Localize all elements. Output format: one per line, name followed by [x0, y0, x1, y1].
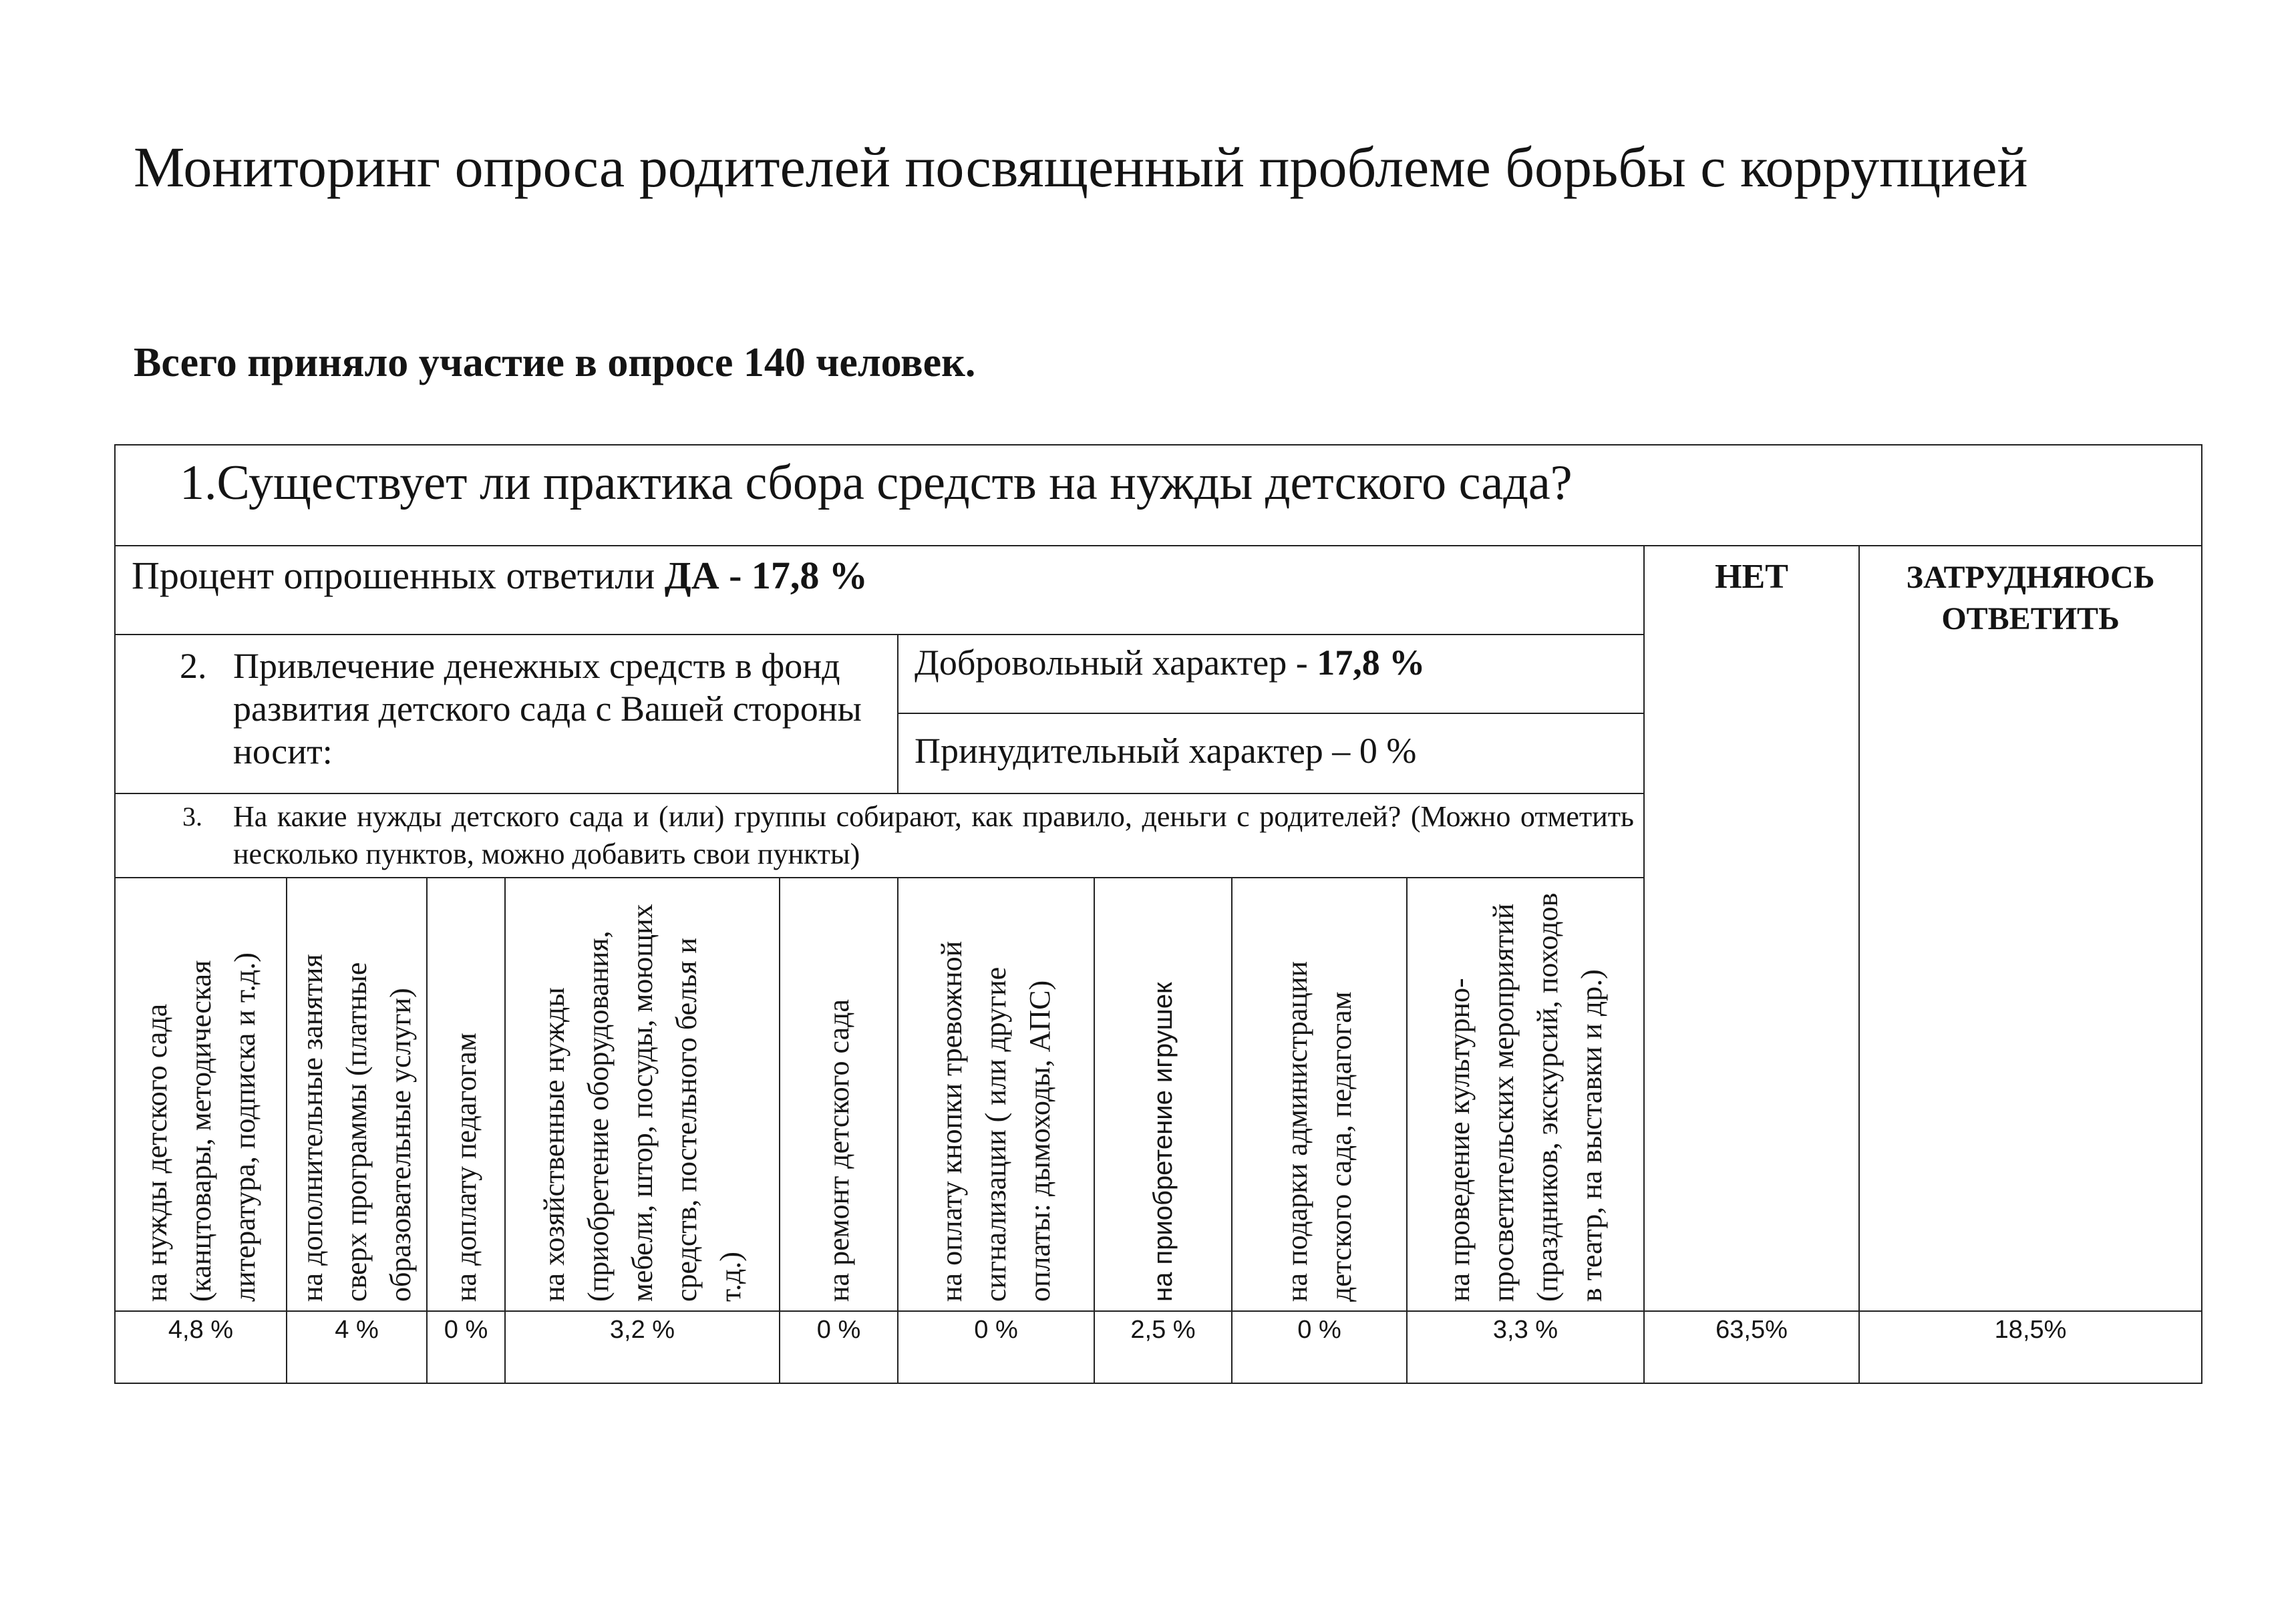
- question-1: [115, 445, 2202, 546]
- question-3-number: 3.: [182, 801, 202, 832]
- category-value: 3,2 %: [505, 1311, 780, 1383]
- hard-to-answer-value: 18,5%: [1859, 1311, 2202, 1383]
- answers-header-row: [115, 546, 2202, 634]
- category-label: на проведение культурно-просветительских мероприятий (праздников, экскурсий, походов в театр, на выставки и др.): [1442, 892, 1608, 1302]
- category-label: на оплату кнопки тревожной сигнализации ( или другие оплаты: дымоходы, АПС): [935, 940, 1056, 1302]
- category-cell: [898, 878, 1094, 1310]
- question-2-number: 2.: [180, 645, 207, 686]
- category-label: на подарки администрации детского сада, педагогам: [1281, 960, 1357, 1302]
- question-1-row: [115, 445, 2202, 546]
- yes-percent-cell: [115, 546, 1644, 634]
- question-3: [115, 793, 1644, 878]
- hard-to-answer-label-2: ОТВЕТИТЬ: [1941, 601, 2120, 637]
- category-label: на доплату педагогам: [449, 1032, 482, 1302]
- category-cell: [115, 878, 287, 1310]
- category-cell: [1094, 878, 1232, 1310]
- question-2: [115, 635, 898, 794]
- no-header: [1644, 546, 1859, 1310]
- category-label: на хозяйственные нужды (приобретение оборудования, мебели, штор, посуды, моющих средств, постельного белья и т.д.): [537, 903, 747, 1302]
- yes-percent-value: ДА - 17,8 %: [664, 554, 868, 598]
- no-header-label: НЕТ: [1715, 558, 1788, 596]
- category-label: на нужды детского сада (канцтовары, методическая литература, подписка и т.д.): [140, 952, 261, 1302]
- category-cell: [427, 878, 505, 1310]
- category-cell: [1232, 878, 1407, 1310]
- no-value: 63,5%: [1644, 1311, 1859, 1383]
- hard-to-answer-header: [1859, 546, 2202, 1310]
- survey-table: [114, 444, 2202, 1384]
- forced-value: 0 %: [1359, 730, 1417, 771]
- category-value: 0 %: [1232, 1311, 1407, 1383]
- voluntary-label: Добровольный характер -: [915, 642, 1317, 683]
- category-value: 2,5 %: [1094, 1311, 1232, 1383]
- category-cell: [505, 878, 780, 1310]
- category-value: 4,8 %: [115, 1311, 287, 1383]
- category-value: 3,3 %: [1407, 1311, 1644, 1383]
- question-3-text: На какие нужды детского сада и (или) группы собирают, как правило, деньги с родителей? (Можно отметить несколько пунктов, можно добавить свои пункты): [233, 800, 1634, 871]
- page-title: Мониторинг опроса родителей посвященный проблеме борьбы с коррупцией: [134, 135, 2028, 199]
- category-cell: [780, 878, 898, 1310]
- category-value: 0 %: [898, 1311, 1094, 1383]
- yes-percent-prefix: Процент опрошенных ответили: [132, 554, 665, 598]
- category-cell: [1407, 878, 1644, 1310]
- voluntary-answer: [898, 635, 1644, 713]
- hard-to-answer-label-1: ЗАТРУДНЯЮСЬ: [1906, 560, 2155, 596]
- values-row: [115, 1311, 2202, 1383]
- voluntary-value: 17,8 %: [1317, 642, 1426, 683]
- participants-count: Всего приняло участие в опросе 140 человек.: [134, 340, 976, 385]
- forced-label: Принудительный характер –: [915, 730, 1359, 771]
- forced-answer: [898, 713, 1644, 793]
- category-label: на дополнительные занятия сверх программы (платные образовательные услуги): [296, 953, 417, 1302]
- question-1-number: 1.: [180, 456, 217, 510]
- category-cell: [287, 878, 427, 1310]
- category-value: 4 %: [287, 1311, 427, 1383]
- category-label: на приобретение игрушек: [1148, 982, 1178, 1302]
- category-value: 0 %: [780, 1311, 898, 1383]
- question-1-text: Существует ли практика сбора средств на нужды детского сада?: [216, 456, 1573, 510]
- question-2-text: Привлечение денежных средств в фонд развития детского сада с Вашей стороны носит:: [233, 645, 862, 771]
- category-label: на ремонт детского сада: [822, 999, 855, 1302]
- category-value: 0 %: [427, 1311, 505, 1383]
